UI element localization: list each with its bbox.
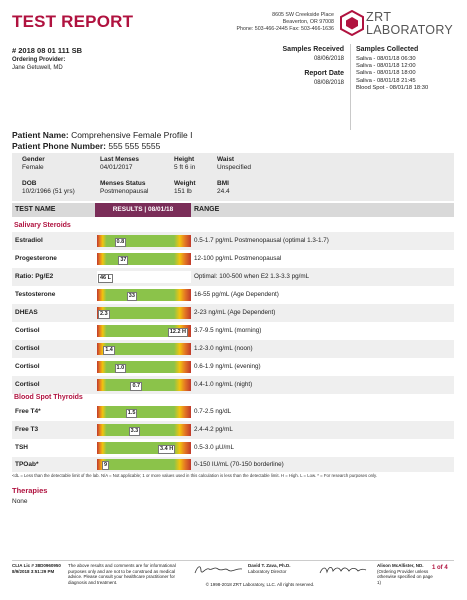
samples-collected-list: [356, 56, 428, 92]
test-range: 2.4-4.2 pg/mL: [194, 426, 233, 433]
page-number: 1 of 4: [432, 565, 448, 571]
result-value: 3.4 H: [160, 446, 174, 452]
test-range: 12-100 pg/mL Postmenopausal: [194, 255, 282, 262]
director-title: Laboratory Director: [248, 568, 287, 574]
clia-info: [12, 563, 61, 574]
test-name: Progesterone: [15, 255, 57, 262]
clia-number: CLIA Lic # 38D0960950: [12, 563, 61, 568]
sample-item: Blood Spot - 08/01/18 18:30: [356, 84, 429, 91]
test-range: 0.5-1.7 pg/mL Postmenopausal (optimal 1.3-1.7): [194, 237, 329, 244]
table-row: [12, 250, 454, 268]
samples-collected-label: Samples Collected: [356, 46, 419, 53]
report-date-label: Report Date: [304, 70, 344, 77]
waist-label: Waist: [217, 156, 235, 163]
result-value: 3.3: [130, 428, 139, 434]
result-bar: [97, 253, 191, 265]
test-range: 0.7-2.5 ng/dL: [194, 408, 232, 415]
patient-phone-label: Patient Phone Number:: [12, 141, 106, 151]
result-bar: [97, 307, 191, 319]
therapies-label: Therapies: [12, 486, 48, 495]
test-range: Optimal: 100-500 when E2 1.3-3.3 pg/mL: [194, 273, 310, 280]
footnote: <dL = Less than the detectable limit of the lab. N/A = Not applicable; 1 or more values used in this calculation is less than the detectable limit. H = High. L = Low. * = For research purposes only.: [12, 473, 378, 478]
director-name: David T. Zava, Ph.D.: [248, 563, 291, 568]
section-salivary-steroids: Salivary Steroids: [14, 222, 71, 229]
director-signature: [192, 563, 247, 577]
director-info: [248, 563, 291, 574]
logo-line1: ZRT: [366, 10, 392, 24]
weight-label: Weight: [174, 180, 196, 187]
gender-value: Female: [22, 164, 44, 171]
result-value: 0.7: [132, 383, 141, 389]
test-name: Cortisol: [15, 381, 40, 388]
table-row: [12, 340, 454, 358]
lab-address-line: Phone: 503-466-2445 Fax: 503-466-1636: [236, 26, 334, 32]
test-range: 1.2-3.0 ng/mL (noon): [194, 345, 253, 352]
table-row: [12, 268, 454, 286]
col-range: RANGE: [194, 206, 220, 213]
sample-item: Saliva - 08/01/18 21:45: [356, 77, 416, 84]
sample-item: Saliva - 08/01/18 12:00: [356, 63, 416, 70]
test-range: 16-55 pg/mL (Age Dependent): [194, 291, 279, 298]
printed-date: 8/9/2018 3:51:29 PM: [12, 568, 55, 574]
result-bar: [97, 379, 191, 391]
result-value: 46 L: [100, 275, 112, 281]
bmi-label: BMI: [217, 180, 229, 187]
test-range: 0-150 IU/mL (70-150 borderline): [194, 461, 284, 468]
result-bar: [97, 289, 191, 301]
result-value: 12.2 H: [169, 329, 187, 335]
result-bar: [97, 424, 191, 436]
waist-cell: [217, 156, 251, 172]
result-bar: [97, 406, 191, 418]
result-bar: [97, 343, 191, 355]
test-name: Cortisol: [15, 363, 40, 370]
table-row: [12, 421, 454, 439]
test-range: 0.6-1.9 ng/mL (evening): [194, 363, 261, 370]
result-value: 33: [128, 293, 135, 299]
ordering-provider-label: Ordering Provider:: [12, 57, 66, 63]
test-name: Ratio: Pg/E2: [15, 273, 54, 280]
test-range: 2-23 ng/mL (Age Dependent): [194, 309, 276, 316]
bmi-value: 24.4: [217, 188, 230, 195]
test-range: 0.5-3.0 µU/mL: [194, 444, 235, 451]
col-results: RESULTS | 08/01/18: [95, 203, 191, 217]
height-cell: [174, 156, 195, 172]
patient-demographics: [12, 153, 454, 201]
provider-info: [377, 563, 433, 585]
provider-signature: [318, 563, 368, 577]
results-table-header: [12, 203, 454, 217]
test-name: DHEAS: [15, 309, 38, 316]
result-value: 0.8: [116, 239, 125, 245]
result-value: 9: [103, 462, 108, 468]
waist-value: Unspecified: [217, 164, 251, 171]
weight-value: 151 lb: [174, 188, 192, 195]
therapies-value: None: [12, 498, 28, 505]
test-name: Testosterone: [15, 291, 56, 298]
col-test-name: TEST NAME: [15, 206, 56, 213]
result-value: 2.3: [100, 311, 108, 317]
bmi-cell: [217, 180, 230, 196]
footer-divider: [12, 560, 454, 561]
result-value: 37: [120, 257, 127, 263]
dob-label: DOB: [22, 180, 37, 187]
report-id: # 2018 08 01 111 SB: [12, 46, 83, 55]
weight-cell: [174, 180, 196, 196]
table-row: [12, 358, 454, 376]
ordering-provider: Jane Getuwell, MD: [12, 65, 63, 71]
table-row: [12, 403, 454, 421]
sample-item: Saliva - 08/01/18 18:00: [356, 70, 416, 77]
test-name: Free T3: [15, 426, 39, 433]
table-row: [12, 439, 454, 457]
table-row: [12, 232, 454, 250]
copyright: © 1998-2018 ZRT Laboratory, LLC. All rights reserved.: [205, 582, 315, 587]
report-date: 08/08/2018: [313, 80, 344, 86]
disclaimer: The above results and comments are for informational purposes only and are not to be construed as medical advice. Please consult your healthcare practitioner for diagnosis and treatment.: [68, 563, 176, 585]
table-row: [12, 457, 454, 472]
signer-name: Alison McAllister, ND.: [377, 563, 424, 568]
result-bar: [97, 325, 191, 337]
gender-label: Gender: [22, 156, 45, 163]
sample-item: Saliva - 08/01/18 06:30: [356, 56, 416, 62]
result-value: 1.0: [116, 365, 125, 371]
height-value: 5 ft 6 in: [174, 164, 196, 171]
result-bar: [97, 271, 191, 283]
test-range: 0.4-1.0 ng/mL (night): [194, 381, 253, 388]
result-value: 1.5: [127, 410, 136, 416]
lab-address-line: 8605 SW Creekside Place: [272, 12, 334, 18]
test-name: TSH: [15, 444, 28, 451]
last-menses-label: Last Menses: [100, 156, 140, 163]
test-name: Cortisol: [15, 327, 40, 334]
zrt-logo-icon: [340, 10, 364, 36]
menses-status-cell: [100, 180, 148, 196]
menses-status-value: Postmenopausal: [100, 188, 149, 195]
test-name: TPOab*: [15, 461, 39, 468]
table-row: [12, 376, 454, 394]
result-bar: [97, 235, 191, 247]
result-bar: [97, 459, 191, 470]
samples-received: 08/06/2018: [313, 56, 344, 62]
test-name: Estradiol: [15, 237, 43, 244]
test-name: Cortisol: [15, 345, 40, 352]
last-menses-value: 04/01/2017: [100, 164, 133, 171]
menses-status-label: Menses Status: [100, 180, 146, 187]
zrt-logo: [340, 10, 460, 40]
signer-note: (Ordering Provider unless otherwise specified on page 1): [377, 568, 433, 585]
lab-address-line: Beaverton, OR 97008: [282, 19, 334, 25]
result-bar: [97, 361, 191, 373]
header-divider: [350, 44, 351, 130]
height-label: Height: [174, 156, 195, 163]
table-row: [12, 322, 454, 340]
last-menses-cell: [100, 156, 139, 172]
samples-received-label: Samples Received: [282, 46, 344, 53]
patient-name-label: Patient Name:: [12, 130, 69, 140]
dob-cell: [22, 180, 75, 196]
lab-address: [206, 12, 334, 33]
test-name: Free T4*: [15, 408, 41, 415]
section-blood-spot-thyroids: Blood Spot Thyroids: [14, 394, 83, 401]
dob-value: 10/2/1966 (51 yrs): [22, 188, 75, 195]
table-row: [12, 286, 454, 304]
logo-line2: LABORATORY: [366, 23, 454, 37]
test-range: 3.7-9.5 ng/mL (morning): [194, 327, 262, 334]
patient-name: [12, 130, 192, 140]
patient-name-value: Comprehensive Female Profile I: [71, 130, 193, 140]
table-row: [12, 304, 454, 322]
result-bar: [97, 442, 191, 454]
patient-phone: [12, 141, 160, 151]
gender-cell: [22, 156, 45, 172]
report-title: TEST REPORT: [12, 12, 134, 31]
patient-phone-value: 555 555 5555: [108, 141, 161, 151]
result-value: 1.4: [105, 347, 113, 353]
